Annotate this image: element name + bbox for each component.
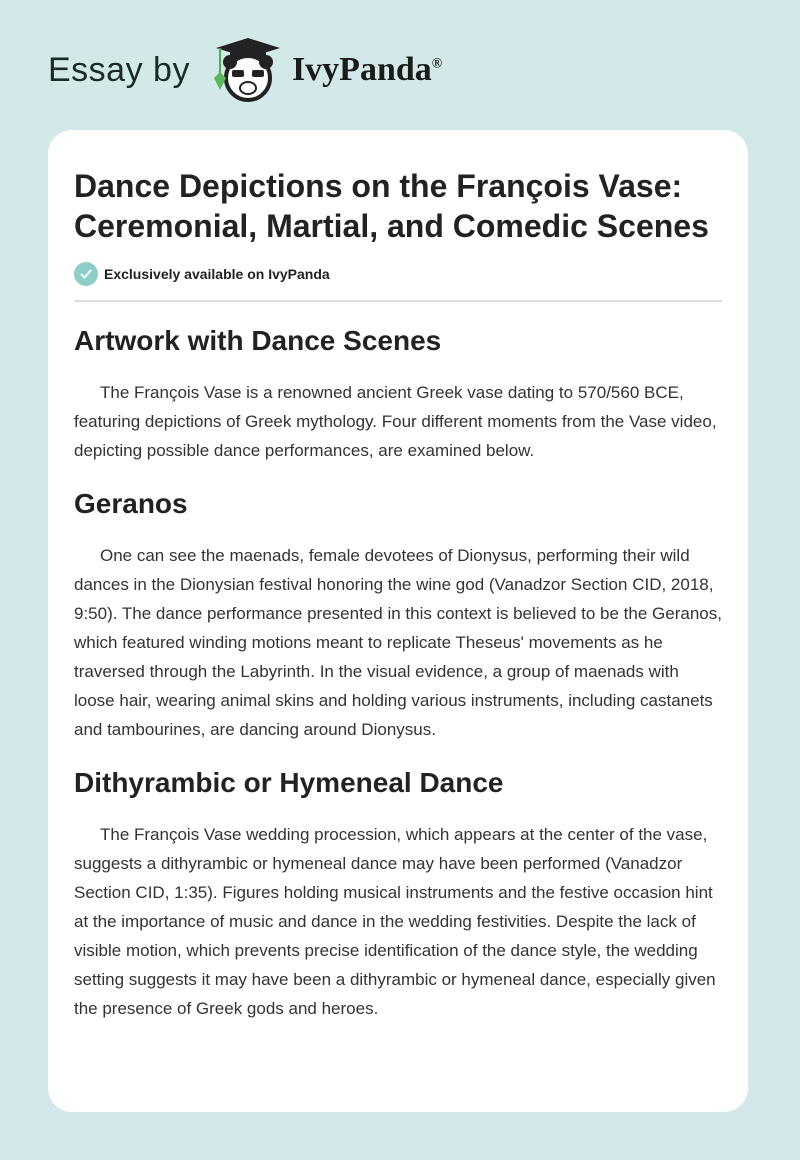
brand-text: IvyPanda bbox=[291, 51, 432, 88]
divider bbox=[74, 300, 722, 302]
section-paragraph: The François Vase wedding procession, which appears at the center of the vase, suggests a dithyrambic or hymeneal dance may have been performed (Vanadzor Section CID, 1:35). Figures holding musical instruments and the festive occasion hint at the importance of music and dance in the wedding festivities. Despite the lack of visible motion, which prevents precise identification of the dance style, the wedding setting suggests it may have been a dithyrambic or hymeneal dance, especially given the presence of Greek gods and heroes. bbox=[74, 825, 716, 1018]
section-paragraph: One can see the maenads, female devotees of Dionysus, performing their wild dances in the Dionysian festival honoring the wine god (Vanadzor Section CID, 2018, 9:50). The dance performance presented in this context is believed to be the Geranos, which featured winding motions meant to replicate Theseus' movements as he traversed through the Labyrinth. In the visual evidence, a group of maenads with loose hair, wearing animal skins and holding various instruments, including castanets and tambourines, are dancing around Dionysus. bbox=[74, 546, 722, 739]
section-heading: Artwork with Dance Scenes bbox=[74, 325, 442, 356]
essay-by-label: Essay by bbox=[48, 50, 190, 89]
brand-name[interactable] bbox=[292, 51, 442, 89]
check-icon bbox=[74, 262, 98, 286]
section-heading: Dithyrambic or Hymeneal Dance bbox=[74, 767, 504, 798]
ivypanda-logo-icon[interactable] bbox=[210, 34, 282, 106]
badge-text: Exclusively available on IvyPanda bbox=[104, 266, 330, 282]
section-heading: Geranos bbox=[74, 488, 188, 519]
page-title: Dance Depictions on the François Vase: Ceremonial, Martial, and Comedic Scenes bbox=[74, 168, 709, 244]
essay-card bbox=[48, 130, 748, 1112]
exclusive-badge bbox=[74, 262, 722, 286]
registered-mark: ® bbox=[431, 56, 443, 72]
section-paragraph: The François Vase is a renowned ancient Greek vase dating to 570/560 BCE, featuring depictions of Greek mythology. Four different moments from the Vase video, depicting possible dance performances, are examined below. bbox=[74, 383, 717, 460]
site-header bbox=[48, 30, 442, 110]
